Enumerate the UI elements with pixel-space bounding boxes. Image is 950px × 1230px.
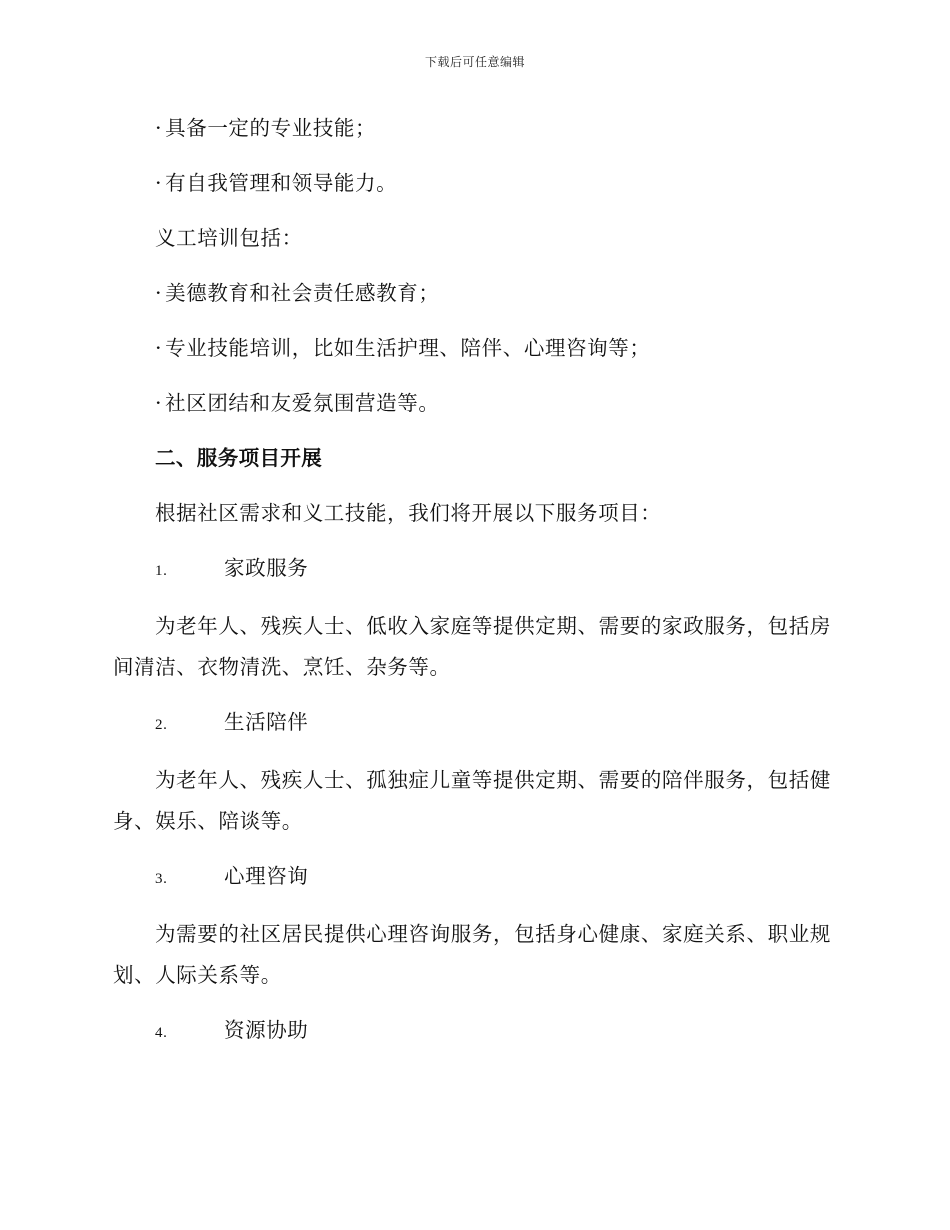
item-number: 4. [155,1025,168,1041]
numbered-item-title [113,702,831,746]
item-number: 3. [155,871,168,887]
document-body [113,108,831,1068]
item-number: 1. [155,563,168,579]
page-header: 下载后可任意编辑 [424,55,525,69]
bullet-icon: · [155,336,163,360]
bullet-item: · 具备一定的专业技能； [113,108,831,149]
bullet-item: · 有自我管理和领导能力。 [113,163,831,204]
numbered-item-title [113,1010,831,1054]
bullet-icon: · [155,171,163,195]
item-title: 生活陪伴 [224,710,309,734]
numbered-item-title [113,548,831,592]
training-intro: 义工培训包括： [155,226,303,250]
item-number: 2. [155,717,168,733]
bullet-icon: · [155,281,163,305]
numbered-item-title [113,856,831,900]
item-description: 为老年人、残疾人士、孤独症儿童等提供定期、需要的陪伴服务，包括健身、娱乐、陪谈等。 [113,768,831,833]
section-title: 二、服务项目开展 [155,446,323,470]
item-title: 家政服务 [224,556,309,580]
section-intro: 根据社区需求和义工技能，我们将开展以下服务项目： [155,501,662,525]
bullet-item: · 美德教育和社会责任感教育； [113,273,831,314]
bullet-icon: · [155,391,163,415]
item-description: 为需要的社区居民提供心理咨询服务，包括身心健康、家庭关系、职业规划、人际关系等。 [113,922,831,987]
bullet-icon: · [155,116,163,140]
item-title: 心理咨询 [224,864,309,888]
item-title: 资源协助 [224,1018,309,1042]
item-description: 为老年人、残疾人士、低收入家庭等提供定期、需要的家政服务，包括房间清洁、衣物清洗、烹饪、杂务等。 [113,614,831,679]
bullet-item: · 社区团结和友爱氛围营造等。 [113,383,831,424]
bullet-item: · 专业技能培训，比如生活护理、陪伴、心理咨询等； [113,328,831,369]
